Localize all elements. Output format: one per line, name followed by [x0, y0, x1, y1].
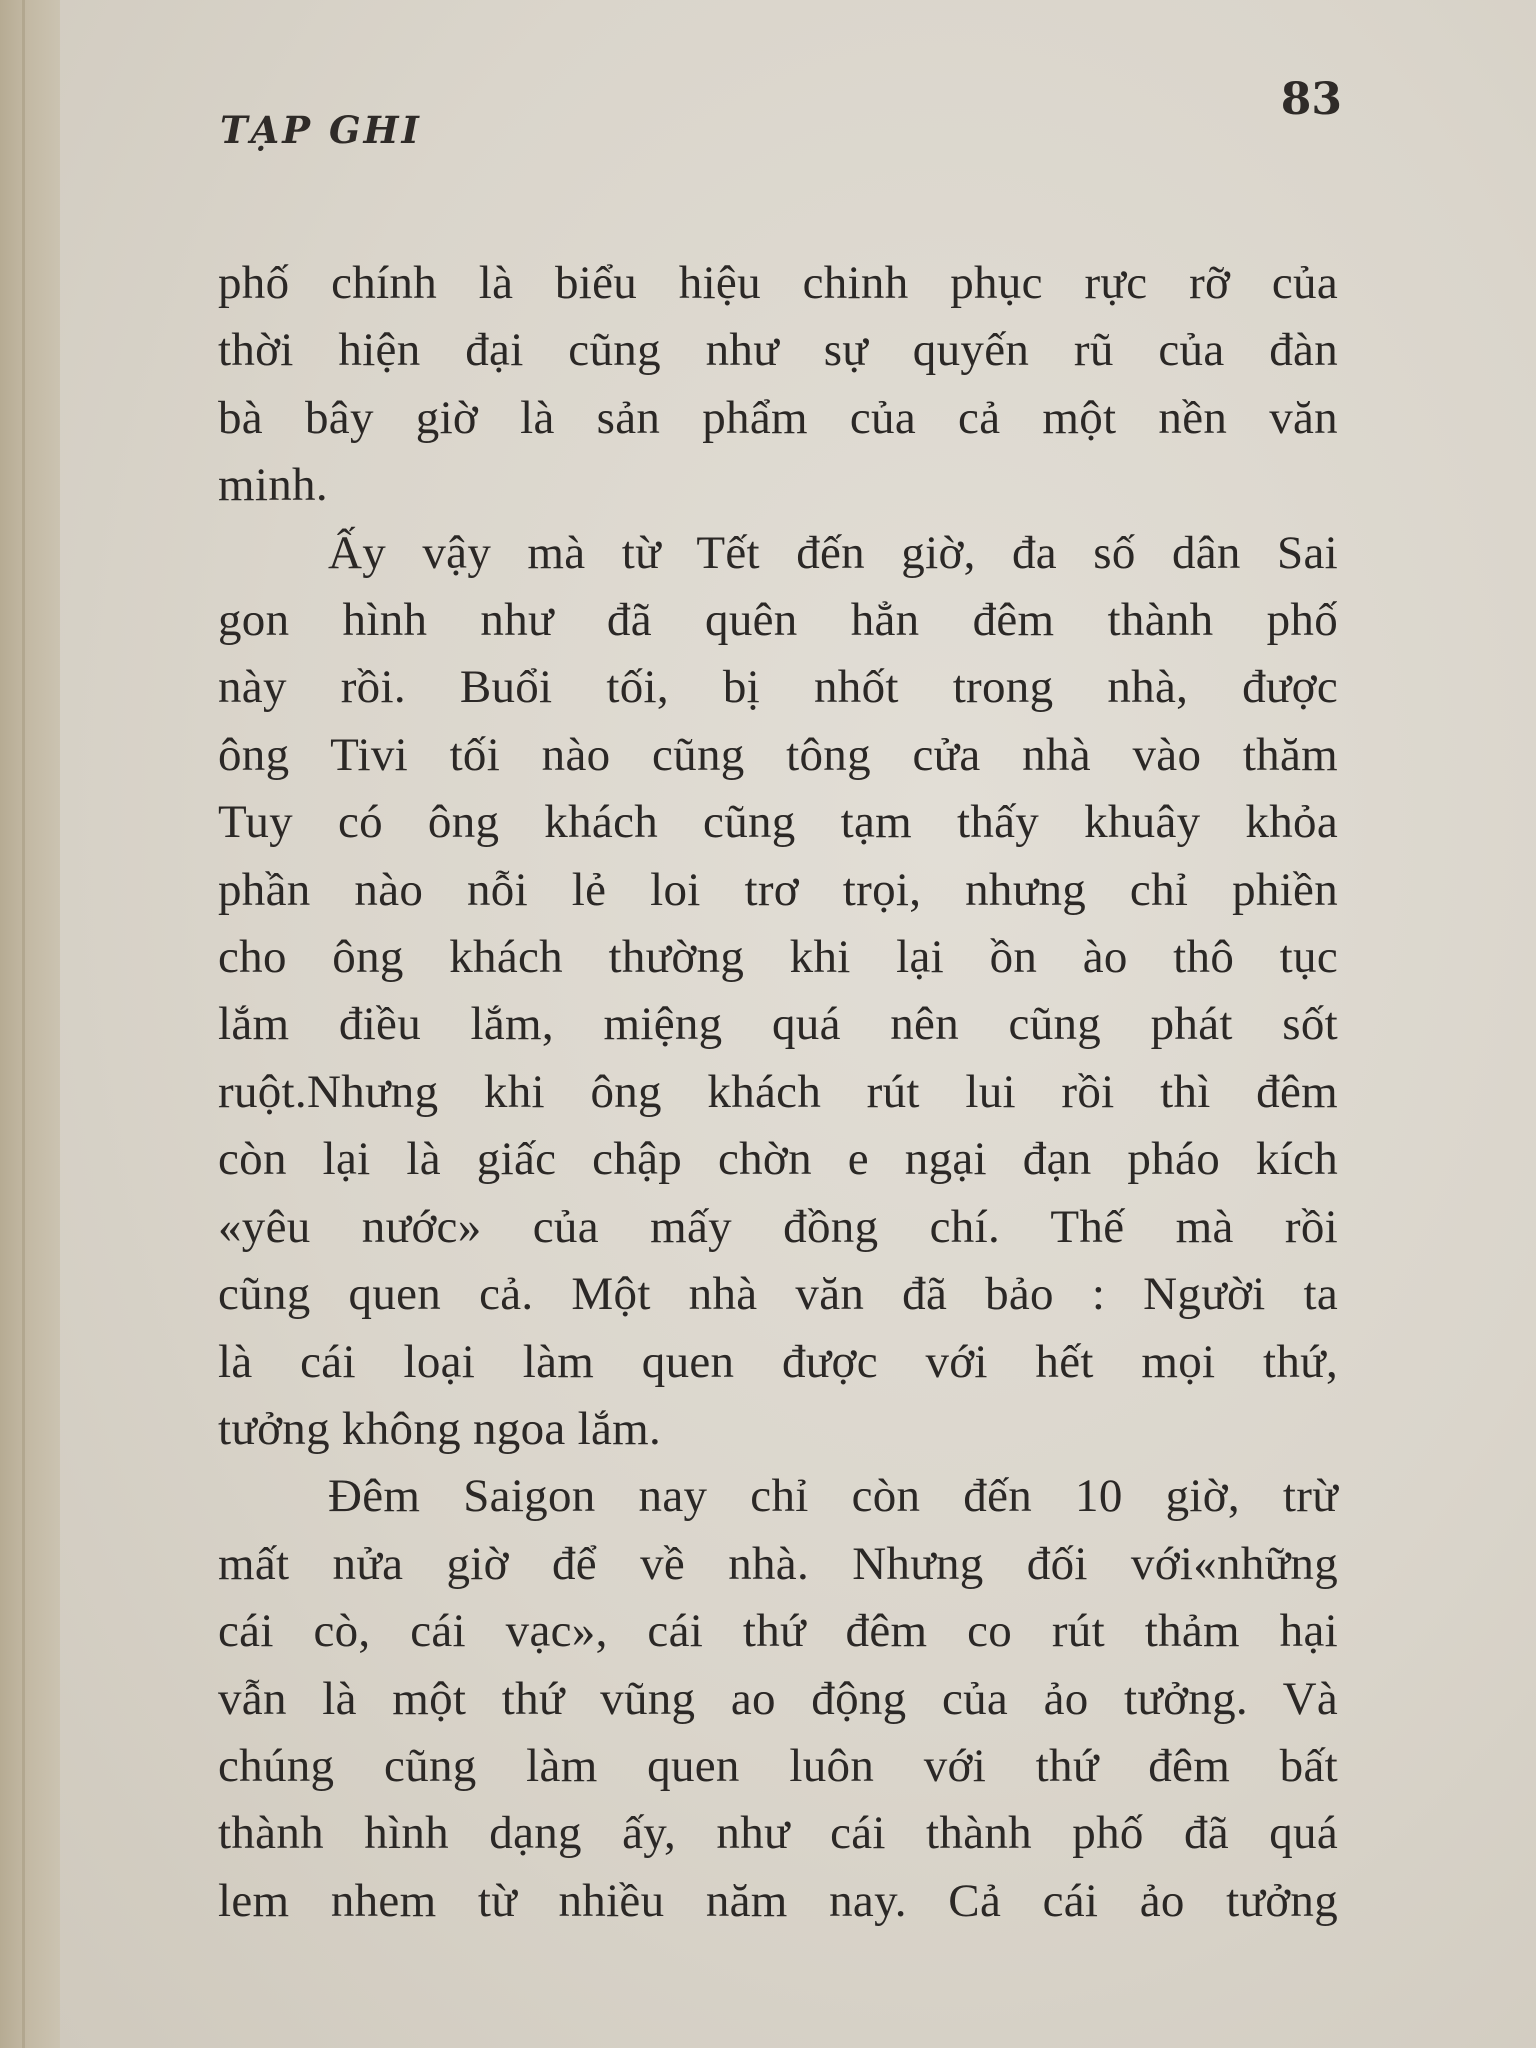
text-line: cái cò, cái vạc», cái thứ đêm co rút thảm hại: [218, 1605, 1338, 1658]
text-line: «yêu nước» của mấy đồng chí. Thế mà rồi: [218, 1200, 1338, 1253]
text-line: Đêm Saigon nay chỉ còn đến 10 giờ, trừ: [328, 1470, 1338, 1523]
text-line: lem nhem từ nhiều năm nay. Cả cái ảo tưởng: [218, 1874, 1338, 1927]
text-line: cho ông khách thường khi lại ồn ào thô tục: [218, 931, 1338, 984]
page-edge: [22, 0, 25, 2048]
text-line: vẫn là một thứ vũng ao động của ảo tưởng. Và: [218, 1672, 1338, 1725]
running-head: TẠP GHI: [220, 108, 422, 152]
text-line: ông Tivi tối nào cũng tông cửa nhà vào thăm: [218, 728, 1338, 781]
text-line: minh.: [218, 459, 328, 512]
text-line: còn lại là giấc chập chờn e ngại đạn pháo kích: [218, 1133, 1338, 1186]
text-line: tưởng không ngoa lắm.: [218, 1402, 662, 1455]
text-line: bà bây giờ là sản phẩm của cả một nền văn: [218, 391, 1338, 444]
text-line: lắm điều lắm, miệng quá nên cũng phát sốt: [218, 998, 1338, 1051]
text-line: gon hình như đã quên hẳn đêm thành phố: [218, 594, 1338, 647]
text-line: cũng quen cả. Một nhà văn đã bảo : Người ta: [218, 1268, 1338, 1321]
text-line: phố chính là biểu hiệu chinh phục rực rỡ của: [218, 257, 1338, 309]
text-line: chúng cũng làm quen luôn với thứ đêm bất: [218, 1739, 1338, 1792]
body-text: [218, 250, 1338, 1935]
text-line: thành hình dạng ấy, như cái thành phố đã quá: [218, 1807, 1338, 1860]
text-line: mất nửa giờ để về nhà. Nhưng đối với«những: [218, 1537, 1338, 1590]
text-line: Ấy vậy mà từ Tết đến giờ, đa số dân Sai: [328, 526, 1338, 579]
paragraph-1: [218, 250, 1338, 520]
text-line: Tuy có ông khách cũng tạm thấy khuây khỏa: [218, 796, 1338, 849]
page-number: 83: [1280, 74, 1342, 125]
text-line: phần nào nỗi lẻ loi trơ trọi, nhưng chỉ phiền: [218, 863, 1338, 916]
paragraph-3: [218, 1463, 1338, 1935]
text-line: ruột.Nhưng khi ông khách rút lui rồi thì đêm: [218, 1065, 1338, 1118]
text-line: này rồi. Buổi tối, bị nhốt trong nhà, được: [218, 661, 1338, 714]
text-line: thời hiện đại cũng như sự quyến rũ của đàn: [218, 324, 1338, 377]
text-line: là cái loại làm quen được với hết mọi thứ,: [218, 1335, 1338, 1388]
paragraph-2: [218, 520, 1338, 1464]
